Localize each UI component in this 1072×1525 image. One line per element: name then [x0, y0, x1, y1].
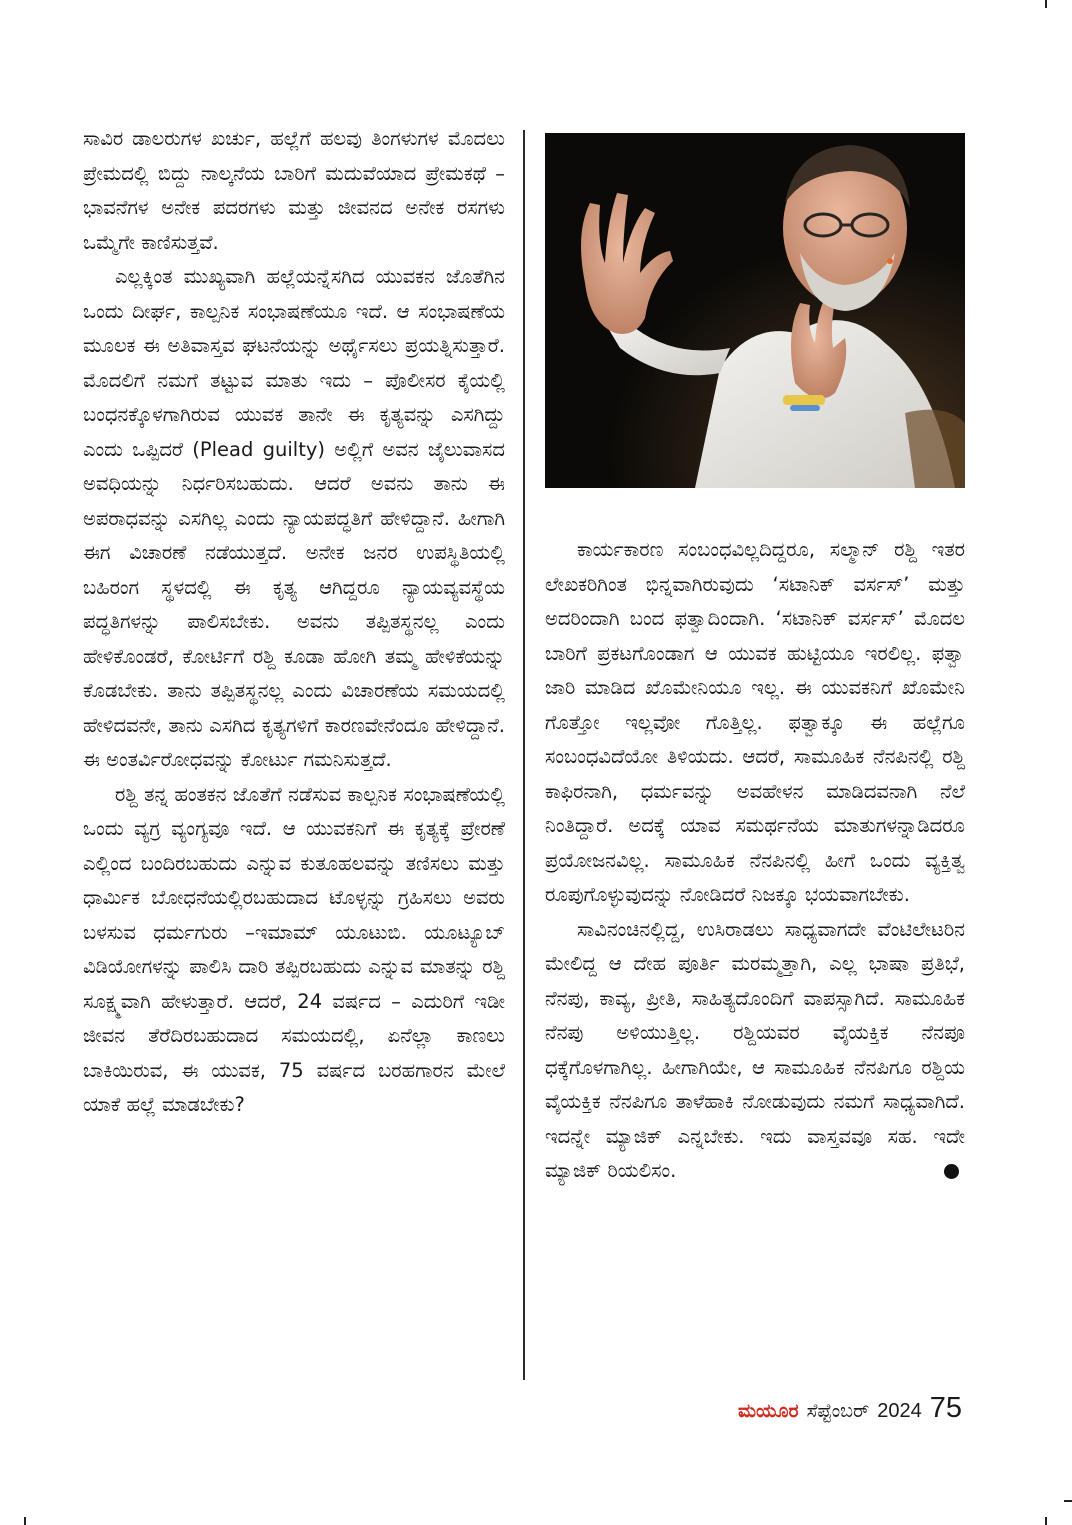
page-footer	[738, 1392, 962, 1425]
issue-month: ಸೆಪ್ಟೆಂಬರ್	[806, 1400, 870, 1422]
crop-mark-top-right	[1045, 0, 1047, 8]
page-number: 75	[929, 1392, 962, 1424]
right-paragraph-2	[545, 913, 965, 1189]
crop-mark-bottom-left	[24, 1517, 26, 1525]
issue-year: 2024	[877, 1400, 922, 1422]
left-paragraph-1: ಸಾವಿರ ಡಾಲರುಗಳ ಖರ್ಚು, ಹಲ್ಲೆಗೆ ಹಲವು ತಿಂಗಳುಗಳ ಮೊದಲು ಪ್ರೇಮದಲ್ಲಿ ಬಿದ್ದು ನಾಲ್ಕನೆಯ ಬಾರಿಗೆ ಮದುವೆಯಾದ ಪ್ರೇಮಕಥೆ – ಭಾವನೆಗಳ ಅನೇಕ ಪದರಗಳು ಮತ್ತು ಜೀವನದ ಅನೇಕ ರಸಗಳು ಒಮ್ಮೆಗೇ ಕಾಣಿಸುತ್ತವೆ.	[83, 127, 505, 254]
right-column	[545, 533, 965, 1189]
author-photo-illustration	[545, 133, 965, 488]
right-paragraph-2-text: ಸಾವಿನಂಚಿನಲ್ಲಿದ್ದ, ಉಸಿರಾಡಲು ಸಾಧ್ಯವಾಗದೇ ವೆಂಟಿಲೇಟರಿನ ಮೇಲಿದ್ದ ಆ ದೇಹ ಪೂರ್ತಿ ಮರಮ್ಮತ್ತಾಗಿ, ಎಲ್ಲ ಭಾಷಾ ಪ್ರತಿಭೆ, ನೆನಪು, ಕಾವ್ಯ, ಪ್ರೀತಿ, ಸಾಹಿತ್ಯದೊಂದಿಗೆ ವಾಪಸ್ಸಾಗಿದೆ. ಸಾಮೂಹಿಕ ನೆನಪು ಅಳಿಯುತ್ತಿಲ್ಲ. ರಶ್ದಿಯವರ ವೈಯಕ್ತಿಕ ನೆನಪೂ ಧಕ್ಕೆಗೊಳಗಾಗಿಲ್ಲ. ಹೀಗಾಗಿಯೇ, ಆ ಸಾಮೂಹಿಕ ನೆನಪಿಗೂ ರಶ್ದಿಯ ವೈಯಕ್ತಿಕ ನೆನಪಿಗೂ ತಾಳೆಹಾಕಿ ನೋಡುವುದು ನಮಗೆ ಸಾಧ್ಯವಾಗಿದೆ. ಇದನ್ನೇ ಮ್ಯಾಜಿಕ್ ಎನ್ನಬೇಕು. ಇದು ವಾಸ್ತವವೂ ಸಹ. ಇದೇ ಮ್ಯಾಜಿಕ್ ರಿಯಲಿಸಂ.	[545, 917, 965, 1182]
author-photo	[545, 133, 965, 488]
column-divider	[523, 130, 525, 1380]
crop-mark-bottom-right	[1045, 1517, 1047, 1525]
left-paragraph-3: ರಶ್ದಿ ತನ್ನ ಹಂತಕನ ಜೊತೆಗೆ ನಡೆಸುವ ಕಾಲ್ಪನಿಕ ಸಂಭಾಷಣೆಯಲ್ಲಿ ಒಂದು ವ್ಯಗ್ರ ವ್ಯಂಗ್ಯವೂ ಇದೆ. ಆ ಯುವಕನಿಗೆ ಈ ಕೃತ್ಯಕ್ಕೆ ಪ್ರೇರಣೆ ಎಲ್ಲಿಂದ ಬಂದಿರಬಹುದು ಎನ್ನುವ ಕುತೂಹಲವನ್ನು ತಣಿಸಲು ಮತ್ತು ಧಾರ್ಮಿಕ ಬೋಧನೆಯಲ್ಲಿರಬಹುದಾದ ಟೊಳ್ಳನ್ನು ಗ್ರಹಿಸಲು ಅವರು ಬಳಸುವ ಧರ್ಮಗುರು –ಇಮಾಮ್ ಯೂಟುಬಿ. ಯೂಟ್ಯೂಬ್ ವಿಡಿಯೋಗಳನ್ನು ಪಾಲಿಸಿ ದಾರಿ ತಪ್ಪಿರಬಹುದು ಎನ್ನುವ ಮಾತನ್ನು ರಶ್ದಿ ಸೂಕ್ಷ್ಮವಾಗಿ ಹೇಳುತ್ತಾರೆ. ಆದರೆ, 24 ವರ್ಷದ – ಎದುರಿಗೆ ಇಡೀ ಜೀವನ ತೆರೆದಿರಬಹುದಾದ ಸಮಯದಲ್ಲಿ, ಏನೆಲ್ಲಾ ಕಾಣಲು ಬಾಕಿಯಿರುವ, ಈ ಯುವಕ, 75 ವರ್ಷದ ಬರಹಗಾರನ ಮೇಲೆ ಯಾಕೆ ಹಲ್ಲೆ ಮಾಡಬೇಕು?	[83, 782, 505, 1116]
crop-mark-right-edge	[1064, 1500, 1072, 1502]
left-column	[83, 122, 505, 1123]
right-paragraph-1: ಕಾರ್ಯಕಾರಣ ಸಂಬಂಧವಿಲ್ಲದಿದ್ದರೂ, ಸಲ್ಮಾನ್ ರಶ್ದಿ ಇತರ ಲೇಖಕರಿಗಿಂತ ಭಿನ್ನವಾಗಿರುವುದು ‘ಸಟಾನಿಕ್ ವರ್ಸಸ್’ ಮತ್ತು ಅದರಿಂದಾಗಿ ಬಂದ ಫತ್ವಾದಿಂದಾಗಿ. ‘ಸಟಾನಿಕ್ ವರ್ಸಸ್’ ಮೊದಲ ಬಾರಿಗೆ ಪ್ರಕಟಗೊಂಡಾಗ ಆ ಯುವಕ ಹುಟ್ಟಿಯೂ ಇರಲಿಲ್ಲ. ಫತ್ವಾ ಜಾರಿ ಮಾಡಿದ ಖೊಮೇನಿಯೂ ಇಲ್ಲ. ಈ ಯುವಕನಿಗೆ ಖೊಮೇನಿ ಗೊತ್ತೋ ಇಲ್ಲವೋ ಗೊತ್ತಿಲ್ಲ. ಫತ್ವಾಕ್ಕೂ ಈ ಹಲ್ಲೆಗೂ ಸಂಬಂಧವಿದೆಯೋ ತಿಳಿಯದು. ಆದರೆ, ಸಾಮೂಹಿಕ ನೆನಪಿನಲ್ಲಿ ರಶ್ದಿ ಕಾಫಿರನಾಗಿ, ಧರ್ಮವನ್ನು ಅವಹೇಳನ ಮಾಡಿದವನಾಗಿ ನೆಲೆ ನಿಂತಿದ್ದಾರೆ. ಅದಕ್ಕೆ ಯಾವ ಸಮರ್ಥನೆಯ ಮಾತುಗಳನ್ನಾಡಿದರೂ ಪ್ರಯೋಜನವಿಲ್ಲ. ಸಾಮೂಹಿಕ ನೆನಪಿನಲ್ಲಿ ಹೀಗೆ ಒಂದು ವ್ಯಕ್ತಿತ್ವ ರೂಪುಗೊಳ್ಳುವುದನ್ನು ನೋಡಿದರೆ ನಿಜಕ್ಕೂ ಭಯವಾಗಬೇಕು.	[545, 538, 965, 906]
left-paragraph-2: ಎಲ್ಲಕ್ಕಿಂತ ಮುಖ್ಯವಾಗಿ ಹಲ್ಲೆಯನ್ನೆಸಗಿದ ಯುವಕನ ಜೊತೆಗಿನ ಒಂದು ದೀರ್ಘ, ಕಾಲ್ಪನಿಕ ಸಂಭಾಷಣೆಯೂ ಇದೆ. ಆ ಸಂಭಾಷಣೆಯ ಮೂಲಕ ಈ ಅತಿವಾಸ್ತವ ಘಟನೆಯನ್ನು ಅರ್ಥೈಸಲು ಪ್ರಯತ್ನಿಸುತ್ತಾರೆ. ಮೊದಲಿಗೆ ನಮಗೆ ತಟ್ಟುವ ಮಾತು ಇದು – ಪೊಲೀಸರ ಕೈಯಲ್ಲಿ ಬಂಧನಕ್ಕೊಳಗಾಗಿರುವ ಯುವಕ ತಾನೇ ಈ ಕೃತ್ಯವನ್ನು ಎಸಗಿದ್ದು ಎಂದು ಒಪ್ಪಿದರೆ (Plead guilty) ಅಲ್ಲಿಗೆ ಅವನ ಜೈಲುವಾಸದ ಅವಧಿಯನ್ನು ನಿರ್ಧರಿಸಬಹುದು. ಆದರೆ ಅವನು ತಾನು ಈ ಅಪರಾಧವನ್ನು ಎಸಗಿಲ್ಲ ಎಂದು ನ್ಯಾಯಪದ್ಧತಿಗೆ ಹೇಳಿದ್ದಾನೆ. ಹೀಗಾಗಿ ಈಗ ವಿಚಾರಣೆ ನಡೆಯುತ್ತದೆ. ಅನೇಕ ಜನರ ಉಪಸ್ಥಿತಿಯಲ್ಲಿ ಬಹಿರಂಗ ಸ್ಥಳದಲ್ಲಿ ಈ ಕೃತ್ಯ ಆಗಿದ್ದರೂ ನ್ಯಾಯವ್ಯವಸ್ಥೆಯ ಪದ್ಧತಿಗಳನ್ನು ಪಾಲಿಸಬೇಕು. ಅವನು ತಪ್ಪಿತಸ್ಥನಲ್ಲ ಎಂದು ಹೇಳಿಕೊಂಡರೆ, ಕೋರ್ಟಿಗೆ ರಶ್ದಿ ಕೂಡಾ ಹೋಗಿ ತಮ್ಮ ಹೇಳಿಕೆಯನ್ನು ಕೊಡಬೇಕು. ತಾನು ತಪ್ಪಿತಸ್ಥನಲ್ಲ ಎಂದು ವಿಚಾರಣೆಯ ಸಮಯದಲ್ಲಿ ಹೇಳಿದವನೇ, ತಾನು ಎಸಗಿದ ಕೃತ್ಯಗಳಿಗೆ ಕಾರಣವೇನೆಂದೂ ಹೇಳಿದ್ದಾನೆ. ಈ ಅಂತರ್ವಿರೋಧವನ್ನು ಕೋರ್ಟು ಗಮನಿಸುತ್ತದೆ.	[83, 265, 505, 771]
magazine-brand: ಮಯೂರ	[737, 1400, 799, 1422]
end-of-article-bullet-icon	[944, 1164, 959, 1179]
